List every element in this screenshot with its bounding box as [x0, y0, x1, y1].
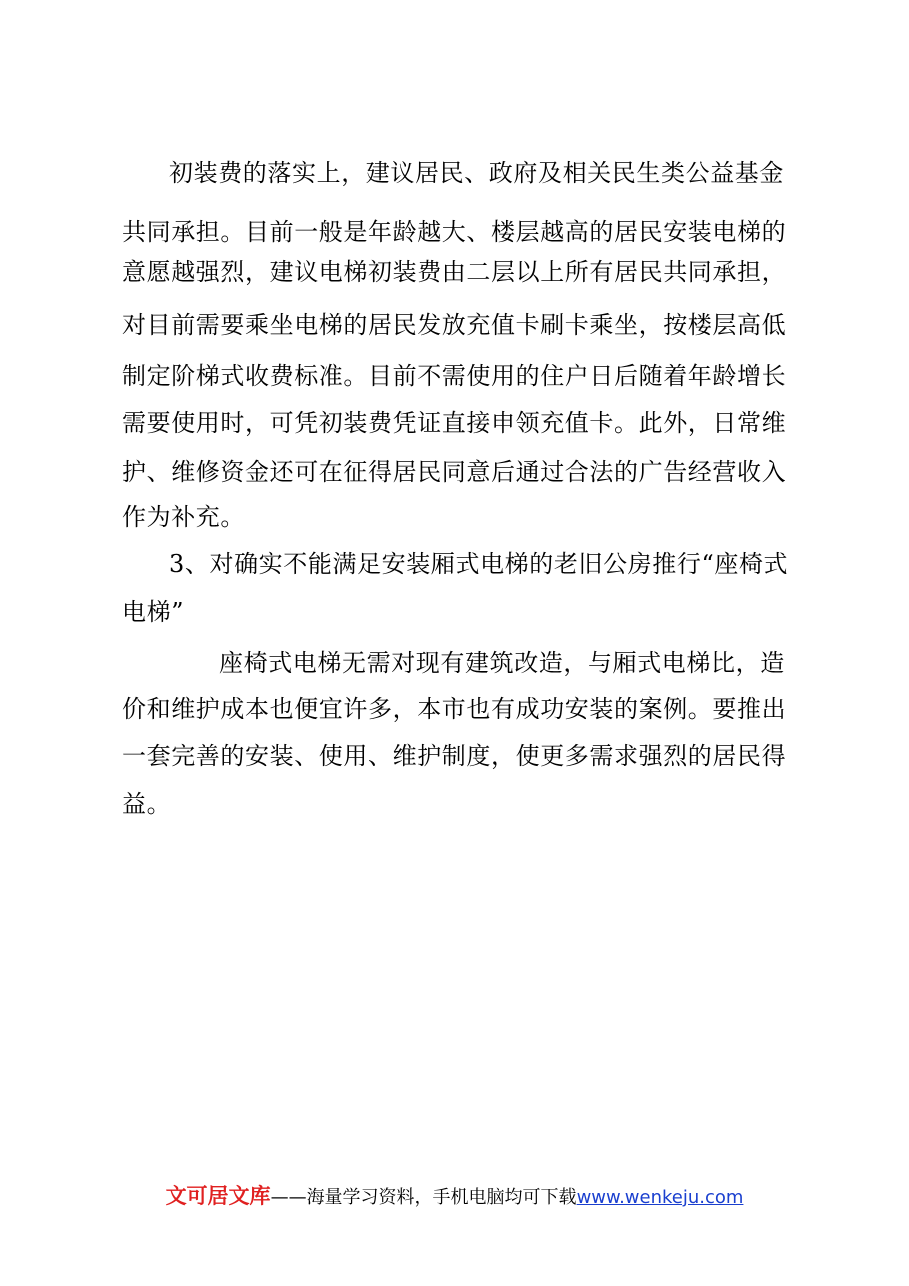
website-link[interactable]: www.wenkeju.com [576, 1187, 744, 1208]
brand-name: 文可居文库 [165, 1184, 271, 1208]
paragraph-line: 价和维护成本也便宜许多，本市也有成功安装的案例。要推出 [122, 695, 787, 723]
paragraph-line: 需要使用时，可凭初装费凭证直接申领充值卡。此外，日常维 [122, 409, 787, 437]
section-heading-line: 电梯” [122, 598, 185, 626]
paragraph-line: 一套完善的安装、使用、维护制度，使更多需求强烈的居民得 [122, 742, 787, 770]
footer-banner [0, 1181, 909, 1211]
paragraph-line: 对目前需要乘坐电梯的居民发放充值卡刷卡乘坐，按楼层高低 [122, 311, 787, 339]
paragraph-line: 益。 [122, 790, 172, 818]
paragraph-line: 初装费的落实上，建议居民、政府及相关民生类公益基金 [169, 159, 784, 187]
paragraph-line: 座椅式电梯无需对现有建筑改造，与厢式电梯比，造 [219, 649, 785, 677]
paragraph-line: 意愿越强烈，建议电梯初装费由二层以上所有居民共同承担， [122, 258, 787, 286]
section-heading-line: 3、对确实不能满足安装厢式电梯的老旧公房推行“座椅式 [169, 550, 789, 578]
footer-slogan: ——海量学习资料，手机电脑均可下载 [270, 1187, 577, 1208]
paragraph-line: 护、维修资金还可在征得居民同意后通过合法的广告经营收入 [122, 458, 787, 486]
paragraph-line: 制定阶梯式收费标准。目前不需使用的住户日后随着年龄增长 [122, 362, 787, 390]
paragraph-line: 作为补充。 [122, 503, 245, 531]
paragraph-line: 共同承担。目前一般是年龄越大、楼层越高的居民安装电梯的 [122, 218, 787, 246]
